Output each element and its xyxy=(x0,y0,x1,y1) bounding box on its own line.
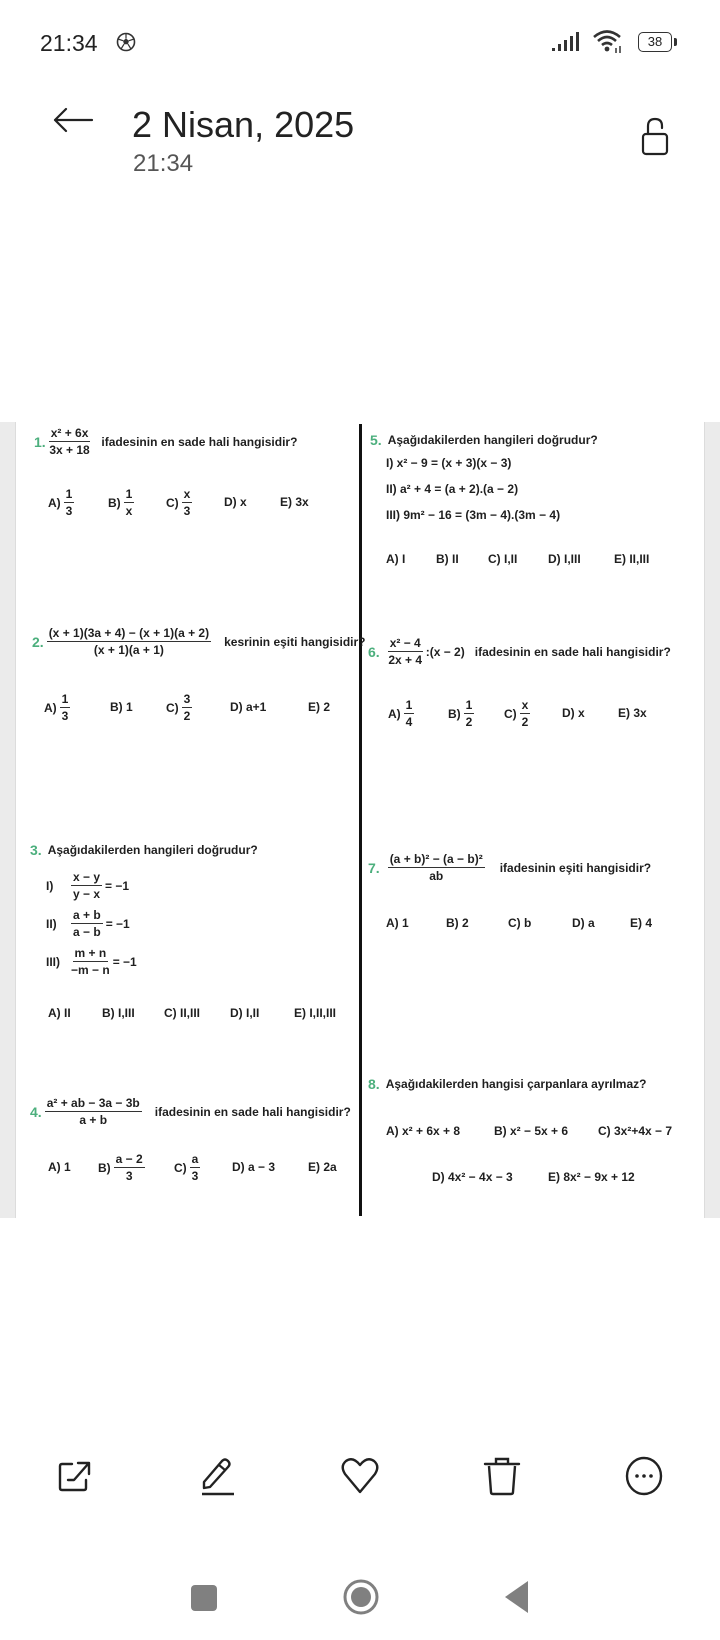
option-b xyxy=(108,487,137,518)
fraction xyxy=(388,636,423,667)
numerator: x xyxy=(521,698,529,712)
statement-rhs: = −1 xyxy=(112,954,137,969)
option-b: B) 2 xyxy=(446,916,469,930)
denominator: a − b xyxy=(73,925,101,939)
numerator: (x + 1)(3a + 4) − (x + 1)(a + 2) xyxy=(48,626,210,640)
option-c: C) II,III xyxy=(164,1006,200,1020)
option-e: E) 3x xyxy=(618,706,647,720)
signal-icon xyxy=(552,32,582,52)
question-6 xyxy=(368,636,671,667)
option-label: B) xyxy=(108,495,121,510)
fraction xyxy=(388,852,485,883)
option-label: A) xyxy=(388,706,401,721)
photo-edge-right xyxy=(704,422,720,1218)
denominator: 3 xyxy=(183,504,191,518)
question-number: 7. xyxy=(368,859,380,876)
option-c xyxy=(504,698,533,729)
option-a xyxy=(44,692,73,723)
numerator: a² + ab − 3a − 3b xyxy=(46,1096,140,1110)
statement-2 xyxy=(46,908,130,939)
question-3 xyxy=(30,842,258,858)
question-text: Aşağıdakilerden hangisi çarpanlara ayrılmaz? xyxy=(385,1077,647,1091)
option-e: E) I,II,III xyxy=(294,1006,337,1020)
question-1 xyxy=(34,426,297,457)
numerator: x² − 4 xyxy=(389,636,421,650)
home-icon[interactable] xyxy=(342,1578,380,1616)
page-title: 2 Nisan, 2025 xyxy=(132,104,355,145)
option-a: A) 1 xyxy=(48,1160,71,1174)
option-c: C) b xyxy=(508,916,532,930)
column-divider xyxy=(359,424,362,1216)
question-number: 5. xyxy=(370,432,382,448)
battery-tip xyxy=(674,38,677,46)
favorite-icon[interactable] xyxy=(340,1456,380,1496)
numerator: 1 xyxy=(125,487,133,501)
option-e: E) 4 xyxy=(630,916,653,930)
option-e: E) 2 xyxy=(308,700,331,714)
numerator: a − 2 xyxy=(115,1152,143,1166)
denominator: 3x + 18 xyxy=(49,443,90,457)
denominator: (x + 1)(a + 1) xyxy=(93,643,164,657)
option-label: C) xyxy=(504,706,517,721)
option-label: B) xyxy=(448,706,461,721)
statement-1 xyxy=(46,870,129,901)
numerator: 1 xyxy=(405,698,413,712)
statement-label: III) xyxy=(46,954,60,969)
option-e: E) II,III xyxy=(614,552,650,566)
option-d: D) x xyxy=(224,495,247,509)
option-d: D) a − 3 xyxy=(232,1160,276,1174)
denominator: 2x + 4 xyxy=(388,653,423,667)
option-label: A) xyxy=(44,700,57,715)
statement-2: II) a² + 4 = (a + 2).(a − 2) xyxy=(386,482,519,496)
denominator: 2 xyxy=(521,715,529,729)
question-number: 6. xyxy=(368,643,380,660)
option-e: E) 8x² − 9x + 12 xyxy=(548,1170,635,1184)
denominator: −m − n xyxy=(71,963,110,977)
numerator: a xyxy=(191,1152,199,1166)
recents-icon[interactable] xyxy=(190,1584,218,1612)
question-number: 3. xyxy=(30,842,42,858)
option-c xyxy=(174,1152,203,1183)
numerator: x² + 6x xyxy=(50,426,89,440)
statement-label: II) xyxy=(46,916,57,931)
option-label: B) xyxy=(98,1160,111,1175)
fraction xyxy=(47,626,211,657)
option-c xyxy=(166,692,195,723)
question-number: 4. xyxy=(30,1103,42,1120)
statement-label: I) xyxy=(46,878,54,893)
share-icon[interactable] xyxy=(56,1456,96,1496)
option-b: B) x² − 5x + 6 xyxy=(494,1124,569,1138)
denominator: 2 xyxy=(183,709,191,723)
divisor: :(x − 2) xyxy=(425,644,465,659)
question-number: 8. xyxy=(368,1076,380,1092)
denominator: 2 xyxy=(465,715,473,729)
soccer-ball-icon xyxy=(116,32,136,52)
denominator: 3 xyxy=(61,709,69,723)
question-text: kesrinin eşiti hangisidir? xyxy=(224,634,366,649)
question-4 xyxy=(30,1096,351,1127)
option-c: C) I,II xyxy=(488,552,518,566)
option-a: A) I xyxy=(386,552,406,566)
numerator: 1 xyxy=(65,487,73,501)
question-text: ifadesinin en sade hali hangisidir? xyxy=(474,644,671,659)
page-subtitle: 21:34 xyxy=(133,150,194,177)
back-arrow-icon[interactable] xyxy=(52,106,94,134)
wifi-icon xyxy=(592,28,626,54)
option-e: E) 2a xyxy=(308,1160,337,1174)
option-d: D) a xyxy=(572,916,595,930)
fraction xyxy=(49,426,91,457)
question-8 xyxy=(368,1076,646,1092)
option-b: B) II xyxy=(436,552,459,566)
option-d: D) a+1 xyxy=(230,700,267,714)
question-text: Aşağıdakilerden hangileri doğrudur? xyxy=(47,843,258,857)
denominator: y − x xyxy=(73,887,101,901)
unlock-icon[interactable] xyxy=(640,116,672,158)
numerator: x − y xyxy=(73,870,101,884)
more-icon[interactable] xyxy=(624,1456,664,1496)
photo-edge-left xyxy=(0,422,16,1218)
denominator: x xyxy=(125,504,133,518)
numerator: 3 xyxy=(183,692,191,706)
numerator: a + b xyxy=(73,908,101,922)
denominator: 3 xyxy=(125,1169,133,1183)
edit-icon[interactable] xyxy=(198,1456,238,1496)
numerator: m + n xyxy=(74,946,107,960)
option-b xyxy=(448,698,477,729)
option-a: A) II xyxy=(48,1006,71,1020)
delete-icon[interactable] xyxy=(482,1456,522,1496)
option-label: A) xyxy=(48,495,61,510)
question-2 xyxy=(32,626,365,657)
option-c xyxy=(166,487,195,518)
option-label: C) xyxy=(166,700,179,715)
back-icon[interactable] xyxy=(504,1580,530,1614)
option-e: E) 3x xyxy=(280,495,309,509)
option-a: A) x² + 6x + 8 xyxy=(386,1124,461,1138)
option-d: D) 4x² − 4x − 3 xyxy=(432,1170,513,1184)
numerator: 1 xyxy=(61,692,69,706)
numerator: (a + b)² − (a − b)² xyxy=(389,852,483,866)
status-time: 21:34 xyxy=(40,30,98,56)
question-text: Aşağıdakilerden hangileri doğrudur? xyxy=(387,433,598,447)
battery-indicator: 38 xyxy=(638,32,672,52)
option-a xyxy=(48,487,77,518)
statement-3 xyxy=(46,946,137,977)
statement-1: I) x² − 9 = (x + 3)(x − 3) xyxy=(386,456,512,470)
question-text: ifadesinin en sade hali hangisidir? xyxy=(101,434,298,449)
denominator: 3 xyxy=(191,1169,199,1183)
question-text: ifadesinin en sade hali hangisidir? xyxy=(154,1104,351,1119)
option-d: D) x xyxy=(562,706,585,720)
question-5 xyxy=(370,432,598,448)
question-text: ifadesinin eşiti hangisidir? xyxy=(499,860,652,875)
option-a: A) 1 xyxy=(386,916,409,930)
fraction xyxy=(45,1096,142,1127)
question-7 xyxy=(368,852,651,883)
statement-rhs: = −1 xyxy=(105,916,130,931)
denominator: 4 xyxy=(405,715,413,729)
option-a xyxy=(388,698,417,729)
option-label: C) xyxy=(166,495,179,510)
option-b xyxy=(98,1152,148,1183)
denominator: a + b xyxy=(79,1113,108,1127)
option-b: B) I,III xyxy=(102,1006,135,1020)
question-number: 1. xyxy=(34,433,46,450)
numerator: x xyxy=(183,487,191,501)
option-d: D) I,II xyxy=(230,1006,260,1020)
option-c: C) 3x²+4x − 7 xyxy=(598,1124,673,1138)
denominator: ab xyxy=(429,869,444,883)
question-number: 2. xyxy=(32,633,44,650)
statement-3: III) 9m² − 16 = (3m − 4).(3m − 4) xyxy=(386,508,561,522)
option-b: B) 1 xyxy=(110,700,133,714)
denominator: 3 xyxy=(65,504,73,518)
option-label: C) xyxy=(174,1160,187,1175)
numerator: 1 xyxy=(465,698,473,712)
option-d: D) I,III xyxy=(548,552,581,566)
statement-rhs: = −1 xyxy=(105,878,130,893)
